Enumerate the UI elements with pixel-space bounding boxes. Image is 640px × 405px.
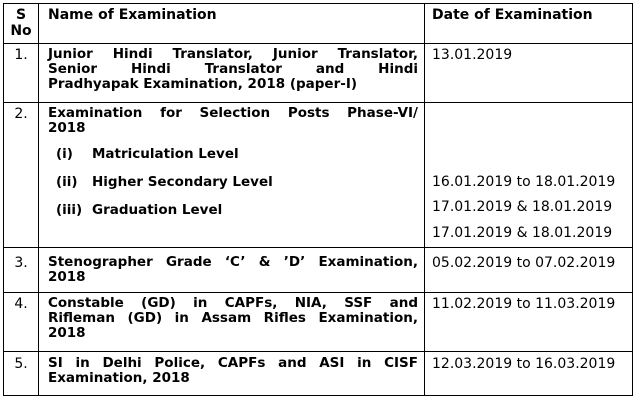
row-divider: [4, 247, 632, 248]
exam-name-line: Stenographer Grade ‘C’ & ’D’ Examination,: [48, 254, 418, 270]
row-divider: [4, 351, 632, 352]
sub-item-label: Graduation Level: [92, 202, 223, 218]
exam-name-line: Examination, 2018: [48, 370, 190, 386]
row-date: 16.01.2019 to 18.01.2019: [432, 174, 616, 190]
row-exam-name: [48, 296, 418, 341]
exam-name-line: Junior Hindi Translator, Junior Translator,: [48, 46, 418, 62]
sub-item-label: Higher Secondary Level: [92, 174, 273, 190]
row-date: 12.03.2019 to 16.03.2019: [432, 356, 616, 372]
exam-name-line: Constable (GD) in CAPFs, NIA, SSF and: [48, 295, 418, 311]
row-date: 17.01.2019 & 18.01.2019: [432, 199, 613, 215]
row-date: 13.01.2019: [432, 47, 513, 63]
row-exam-name: [48, 356, 418, 386]
row-date: 05.02.2019 to 07.02.2019: [432, 255, 616, 271]
row-exam-name: [48, 255, 418, 285]
column-divider: [424, 4, 425, 395]
exam-name-line: Pradhyapak Examination, 2018 (paper-I): [48, 76, 358, 92]
sub-item: [56, 147, 239, 162]
sub-item-number: (iii): [56, 202, 83, 218]
sub-item: [56, 203, 222, 218]
exam-name-line: SI in Delhi Police, CAPFs and ASI in CISF: [48, 355, 418, 371]
row-sno: 2.: [14, 106, 28, 122]
exam-name-line: 2018: [48, 120, 86, 136]
header-name: Name of Examination: [48, 7, 217, 23]
row-exam-name: [48, 106, 418, 136]
exam-name-line: Senior Hindi Translator and Hindi: [48, 61, 418, 77]
row-divider: [4, 292, 632, 293]
column-divider: [38, 4, 39, 395]
row-sno: 5.: [14, 356, 28, 372]
row-date: 11.02.2019 to 11.03.2019: [432, 296, 616, 312]
row-exam-name: [48, 47, 418, 92]
header-sno-line2: No: [10, 23, 32, 39]
sub-item: [56, 175, 273, 190]
row-divider: [4, 102, 632, 103]
row-sno: 3.: [14, 255, 28, 271]
header-sno-line1: S: [15, 7, 27, 23]
row-divider: [4, 43, 632, 44]
sub-item-number: (ii): [56, 174, 78, 190]
header-date: Date of Examination: [432, 7, 593, 23]
sub-item-label: Matriculation Level: [92, 146, 239, 162]
examination-schedule-table: [3, 3, 633, 396]
row-sno: 1.: [14, 47, 28, 63]
row-sno: 4.: [14, 296, 28, 312]
exam-name-line: 2018: [48, 325, 86, 341]
exam-name-line: Rifleman (GD) in Assam Rifles Examination,: [48, 310, 418, 326]
header-sno: [4, 7, 38, 39]
sub-item-number: (i): [56, 146, 73, 162]
exam-name-line: Examination for Selection Posts Phase-VI/: [48, 105, 418, 121]
row-date: 17.01.2019 & 18.01.2019: [432, 225, 613, 241]
exam-name-line: 2018: [48, 269, 86, 285]
